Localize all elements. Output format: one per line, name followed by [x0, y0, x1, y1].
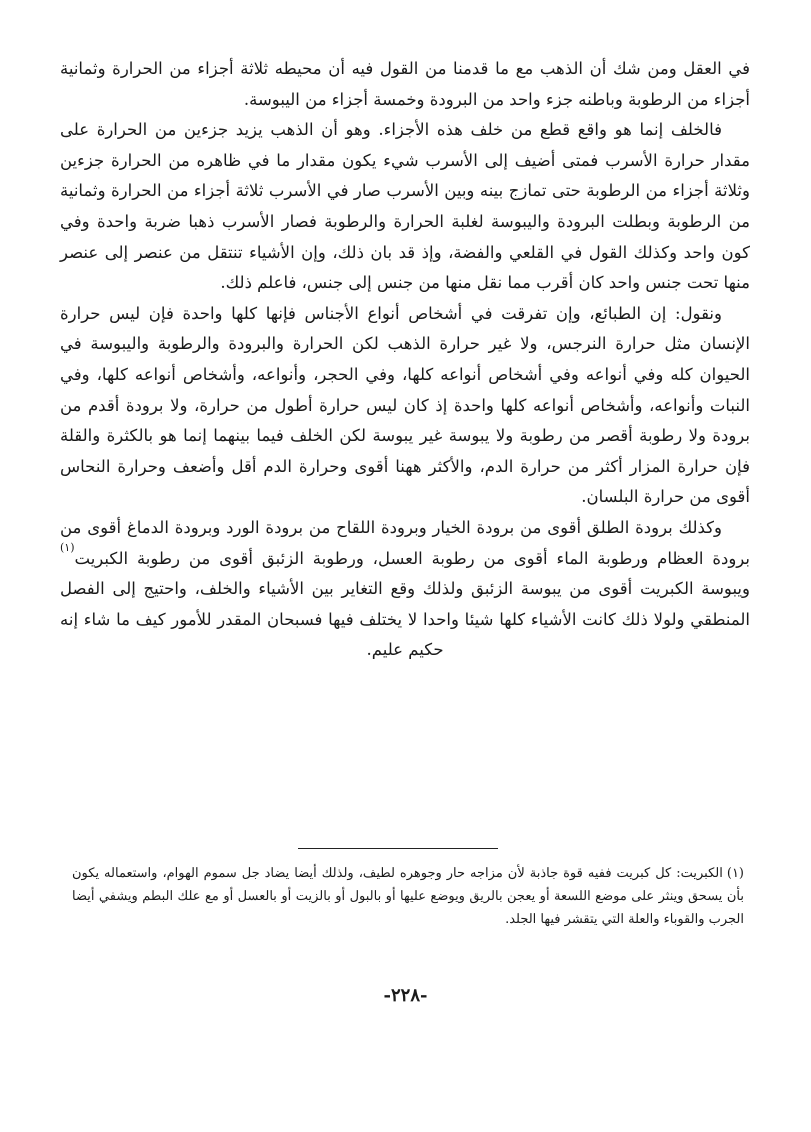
footnote-text: الكبريت: كل كبريت ففيه قوة جاذبة لأن مزاجه حار وجوهره لطيف، ولذلك أيضا يضاد جل سموم الهوام، واستعماله يكون بأن يسحق وينثر على موضع اللسعة أو يعجن بالريق ويوضع عليها أو بالبول أو بالزيت أو بالعسل أو مع علك البطم ويشفي أيضا الجرب والقوباء والعلة التي يتقشر فيها الجلد.: [72, 866, 744, 927]
footnote-reference[interactable]: (١): [60, 540, 75, 554]
page-body: [60, 54, 750, 666]
paragraph-3: ونقول: إن الطبائع، وإن تفرقت في أشخاص أنواع الأجناس فإنها كلها واحدة فإن ليس حرارة الإنسان مثل حرارة النرجس، ولا غير حرارة الذهب لكن الحرارة والبرودة والرطوبة واليبوسة في الحيوان كله وفي أنواعه وفي أشخاص أنواعه كلها، وفي الحجر، وأنواعه، وأشخاص أنواعه كلها، وفي النبات وأنواعه، وأشخاص أنواعه كلها واحدة إذ كان ليس حرارة أطول من حرارة، ولا برودة أقدم من برودة ولا رطوبة أقصر من رطوبة ولا يبوسة غير يبوسة لكن الخلف فيما بينهما إنما هو بالكثرة والقلة فإن حرارة المزار أكثر من حرارة الدم، والأكثر ههنا أقوى وحرارة الدم أقل وأضعف وحرارة النحاس أقوى من حرارة البلسان.: [60, 303, 750, 507]
paragraph-4-text-after: ويبوسة الكبريت أقوى من يبوسة الزئبق ولذلك وقع التغاير بين الأشياء والخلف، واحتيج إلى الفصل المنطقي ولولا ذلك كانت الأشياء كلها شيئا واحدا لا يختلف فيها فسبحان المقدر للأمور كيف ما شاء إنه حكيم عليم.: [60, 579, 750, 660]
page-number: -٢٢٨-: [383, 985, 428, 1006]
paragraph-4: [60, 513, 750, 666]
footnote-separator: [298, 848, 498, 849]
body-text: [60, 54, 750, 666]
paragraph-2: فالخلف إنما هو واقع قطع من خلف هذه الأجزاء. وهو أن الذهب يزيد جزءين من الحرارة على مقدار حرارة الأسرب فمتى أضيف إلى الأسرب شيء يكون مقدار ما في ظاهره من الحرارة جزءين وثلاثة أجزاء من الرطوبة حتى تمازج بينه وبين الأسرب صار في الأسرب ثلاثة أجزاء من الحرارة وثمانية من الرطوبة وبطلت البرودة واليبوسة لغلبة الحرارة والرطوبة فصار الأسرب ذهبا ضربة واحدة وفي كون واحد وكذلك القول في القلعي والفضة، وإذ قد بان ذلك، وإن الأشياء تنتقل من عنصر إلى عنصر منها تحت جنس واحد كان أقرب مما نقل منها من جنس إلى جنس، فاعلم ذلك.: [60, 120, 750, 293]
paragraph-4-text-before: وكذلك برودة الطلق أقوى من برودة الخيار وبرودة اللقاح من برودة الورد وبرودة الدماغ أقوى من برودة العظام ورطوبة الماء أقوى من رطوبة العسل، ورطوبة الزئبق أقوى من رطوبة الكبريت: [60, 517, 750, 568]
footnote: [72, 862, 744, 931]
footnote-marker: (١): [726, 866, 744, 881]
paragraph-1: في العقل ومن شك أن الذهب مع ما قدمنا من القول فيه أن محيطه ثلاثة أجزاء من الحرارة وثمانية أجزاء من الرطوبة وباطنه جزء واحد من البرودة وخمسة أجزاء من اليبوسة.: [60, 59, 750, 109]
